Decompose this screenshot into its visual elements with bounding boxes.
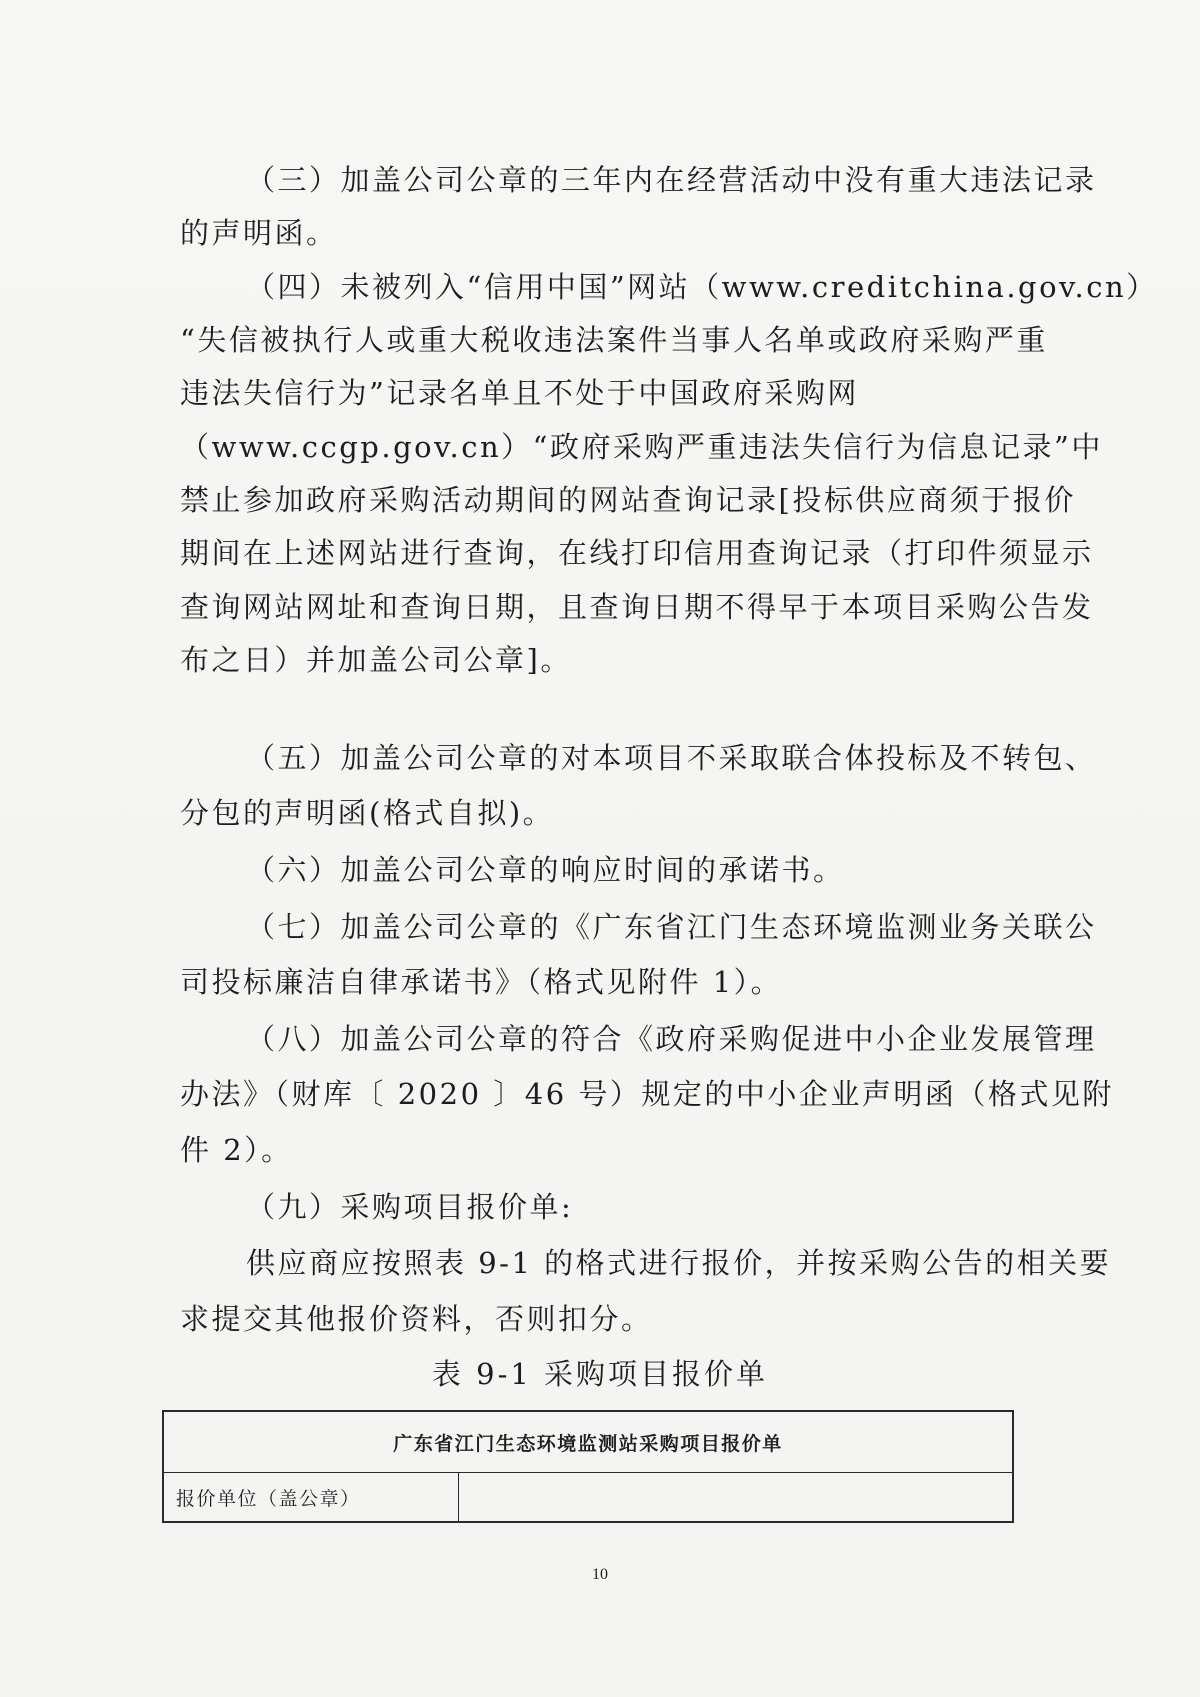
table-row [164, 1473, 1012, 1521]
page-number: 10 [592, 1566, 608, 1583]
paragraph-6-line-1: （六）加盖公司公章的响应时间的承诺书。 [246, 853, 845, 887]
quotation-table [162, 1410, 1014, 1523]
paragraph-4-line-6: 期间在上述网站进行查询，在线打印信用查询记录（打印件须显示 [180, 536, 1094, 570]
paragraph-10-line-1: 供应商应按照表 9-1 的格式进行报价，并按采购公告的相关要 [246, 1246, 1112, 1280]
paragraph-9-line-1: （九）采购项目报价单: [246, 1190, 574, 1224]
table-header: 广东省江门生态环境监测站采购项目报价单 [393, 1432, 783, 1455]
paragraph-4-line-2: “失信被执行人或重大税收违法案件当事人名单或政府采购严重 [180, 323, 1048, 357]
paragraph-8-line-2: 办法》（财库〔 2020 〕46 号）规定的中小企业声明函（格式见附 [180, 1077, 1114, 1111]
paragraph-4-line-5: 禁止参加政府采购活动期间的网站查询记录[投标供应商须于报价 [180, 483, 1076, 517]
paragraph-8-line-1: （八）加盖公司公章的符合《政府采购促进中小企业发展管理 [246, 1022, 1097, 1056]
paragraph-3-line-1: （三）加盖公司公章的三年内在经营活动中没有重大违法记录 [246, 163, 1097, 197]
paragraph-4-line-8: 布之日）并加盖公司公章]。 [180, 643, 572, 677]
paragraph-7-line-1: （七）加盖公司公章的《广东省江门生态环境监测业务关联公 [246, 910, 1097, 944]
paragraph-5-line-2: 分包的声明函(格式自拟)。 [180, 796, 555, 830]
table-caption: 表 9-1 采购项目报价单 [431, 1357, 769, 1391]
paragraph-5-line-1: （五）加盖公司公章的对本项目不采取联合体投标及不转包、 [246, 741, 1097, 775]
paragraph-4-line-7: 查询网站网址和查询日期，且查询日期不得早于本项目采购公告发 [180, 590, 1094, 624]
paragraph-10-line-2: 求提交其他报价资料，否则扣分。 [180, 1302, 653, 1336]
paragraph-4-line-4: （www.ccgp.gov.cn）“政府采购严重违法失信行为信息记录”中 [180, 430, 1103, 464]
table-header-row [164, 1412, 1012, 1473]
paragraph-3-line-2: 的声明函。 [180, 216, 338, 250]
quote-unit-value [459, 1473, 1012, 1521]
paragraph-7-line-2: 司投标廉洁自律承诺书》（格式见附件 1）。 [180, 965, 783, 999]
paragraph-4-line-1: （四）未被列入“信用中国”网站（www.creditchina.gov.cn） [246, 270, 1158, 304]
quote-unit-label: 报价单位（盖公章） [164, 1473, 459, 1521]
paragraph-4-line-3: 违法失信行为”记录名单且不处于中国政府采购网 [180, 376, 859, 410]
paragraph-8-line-3: 件 2）。 [180, 1133, 293, 1167]
